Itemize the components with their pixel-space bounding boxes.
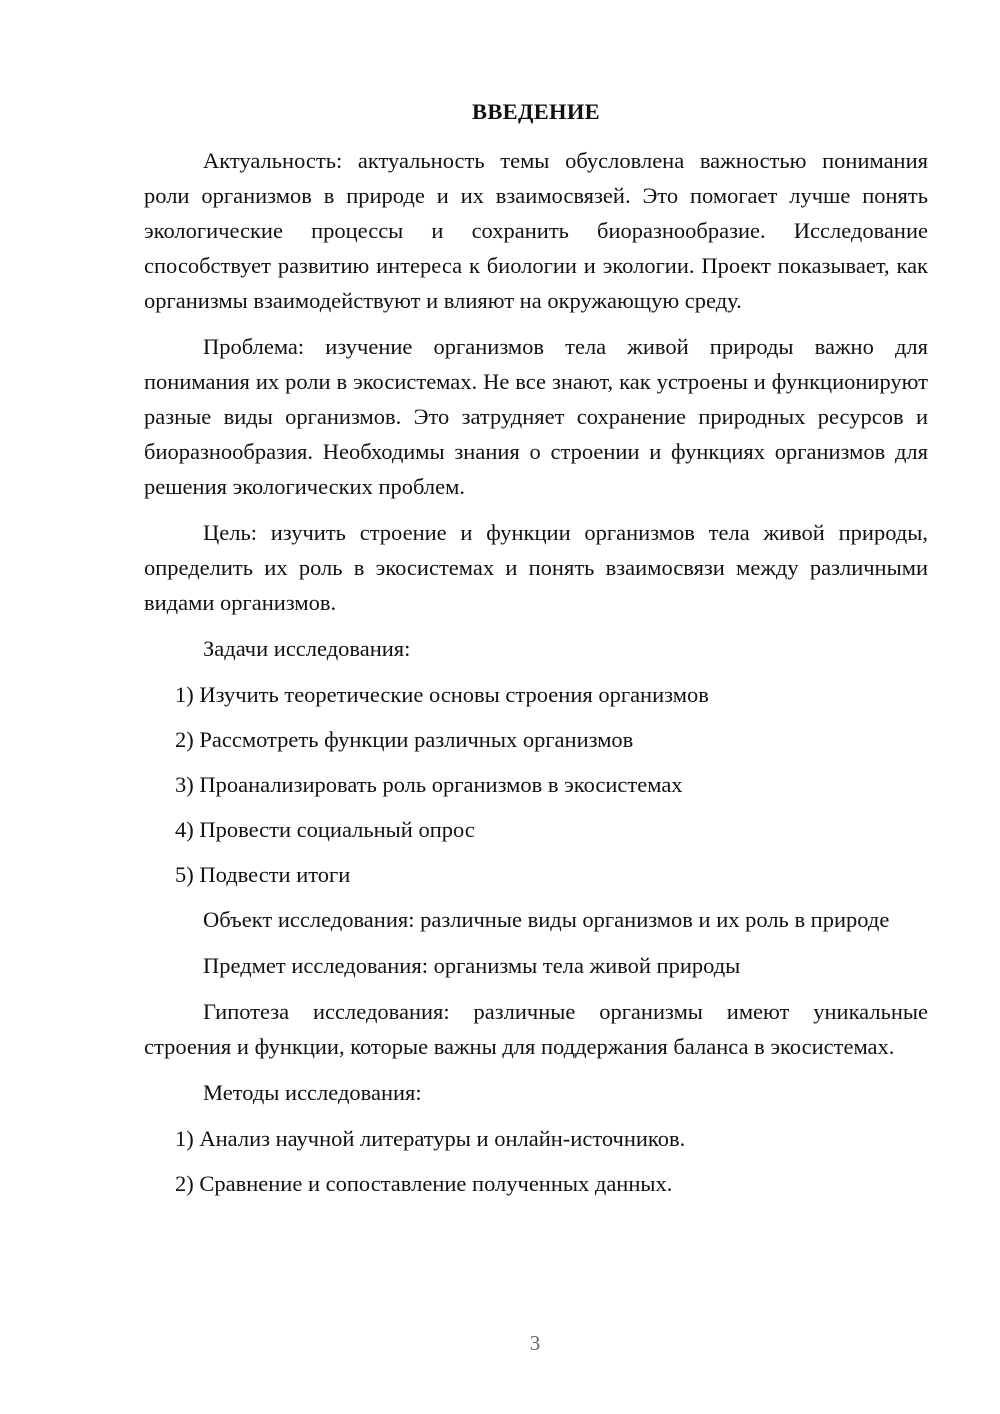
tasks-heading: Задачи исследования: [203,636,411,661]
methods-list [144,1121,928,1201]
list-item: 2) Сравнение и сопоставление полученных данных. [175,1171,673,1196]
object-paragraph: Объект исследования: различные виды организмов и их роль в природе [203,907,890,932]
list-item: 1) Анализ научной литературы и онлайн-источников. [175,1126,686,1151]
list-item: 2) Рассмотреть функции различных организмов [175,727,634,752]
subject-paragraph: Предмет исследования: организмы тела живой природы [203,953,741,978]
methods-heading: Методы исследования: [203,1080,422,1105]
page-content [144,94,928,1211]
relevance-paragraph: Актуальность: актуальность темы обусловлена важностью понимания роли организмов в природе и их взаимосвязей. Это помогает лучше понять экологические процессы и сохранить биоразнообразие. Исследование способствует развитию интереса к биологии и экологии. Проект показывает, как организмы взаимодействуют и влияют на окружающую среду. [144,148,928,313]
list-item: 1) Изучить теоретические основы строения организмов [175,682,709,707]
goal-paragraph: Цель: изучить строение и функции организмов тела живой природы, определить их роль в экосистемах и понять взаимосвязи между различными видами организмов. [144,520,928,615]
page-number: 3 [529,1331,541,1355]
tasks-list [144,677,928,892]
list-item: 3) Проанализировать роль организмов в экосистемах [175,772,683,797]
list-item: 5) Подвести итоги [175,862,351,887]
list-item: 4) Провести социальный опрос [175,817,475,842]
hypothesis-paragraph: Гипотеза исследования: различные организмы имеют уникальные строения и функции, которые важны для поддержания баланса в экосистемах. [144,999,928,1059]
problem-paragraph: Проблема: изучение организмов тела живой природы важно для понимания их роли в экосистемах. Не все знают, как устроены и функционируют разные виды организмов. Это затрудняет сохранение природных ресурсов и биоразнообразия. Необходимы знания о строении и функциях организмов для решения экологических проблем. [144,334,928,499]
section-title: ВВЕДЕНИЕ [472,99,600,124]
